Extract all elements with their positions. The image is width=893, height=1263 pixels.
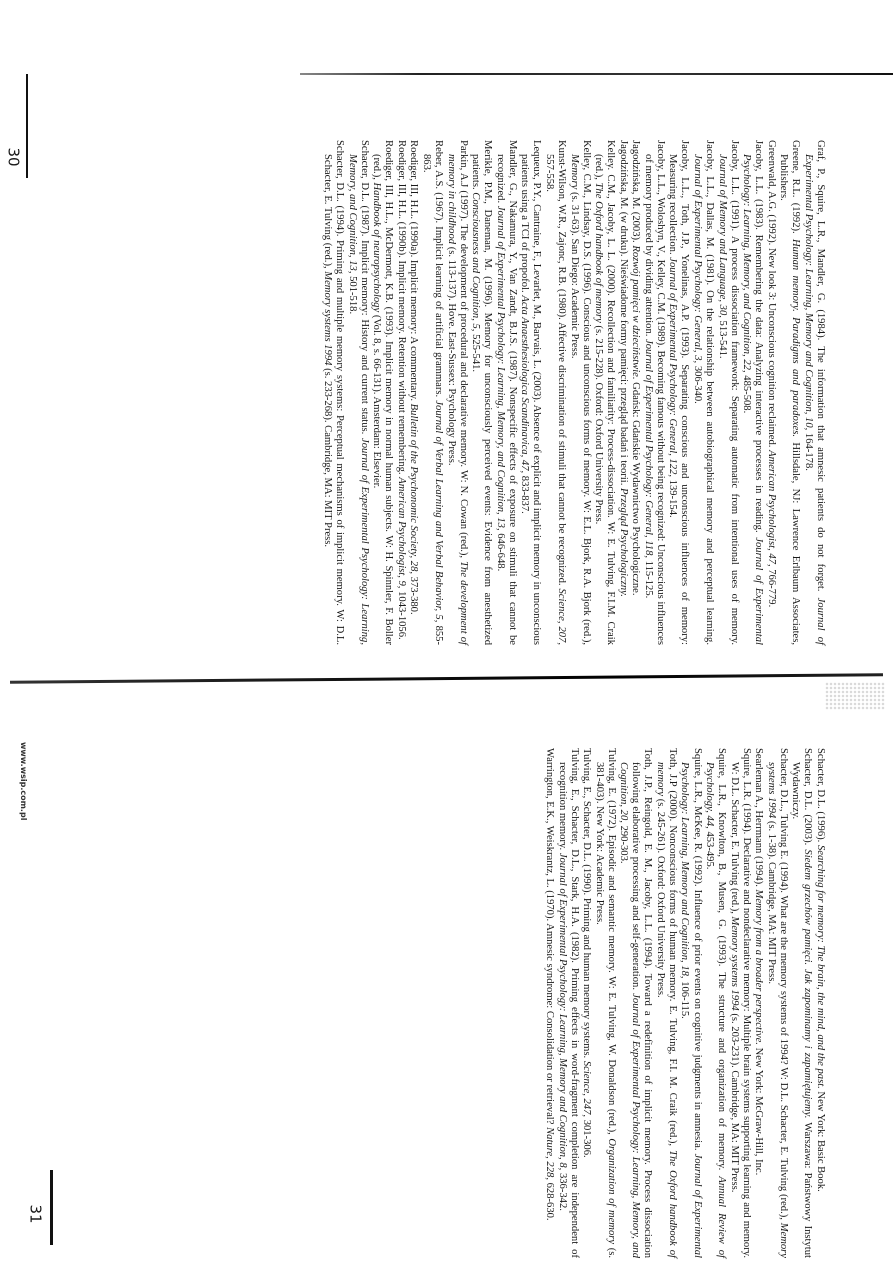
- reference-source: Nature, 228,: [543, 1127, 555, 1180]
- reference-source: Memory from a broader perspective.: [753, 889, 765, 1045]
- reference-source: Annual Review of Psychology, 44,: [704, 762, 728, 1258]
- reference-pages: (s. 215-228). Oxford: Oxford University Press.: [593, 322, 605, 525]
- reference-text: Jacoby, L.L. (1991). A process dissociation framework: Separating automatic from intentional uses of memory.: [728, 140, 740, 645]
- reference-pages: New York: Basic Book.: [815, 1088, 826, 1192]
- reference-entry: [789, 748, 813, 1258]
- reference-source: Human memory. Paradigms and paradoxes.: [790, 239, 802, 437]
- reference-entry: [543, 748, 555, 1258]
- references-page-31: [542, 748, 826, 1258]
- reference-source: The development of memory in childhood: [445, 154, 469, 645]
- reference-text: Tulving, E., Schacter, D.L., Stark, H.A. (1982). Priming effects in word-fragment completion are independent of recognition memory.: [556, 748, 580, 1258]
- reference-text: Roediger, III, H.L. (1990b). Implicit memory. Retention without remembering.: [395, 140, 407, 478]
- reference-source: Journal of Experimental Psychology: General, 122,: [667, 257, 679, 478]
- reference-text: Jacoby, L.L., Toth, J.P., Yonelinas, A.P. (1993). Separating conscious and unconscious influences of memory: Measuring recollection.: [667, 140, 691, 645]
- reference-source: Consciousness and Cognition, 5,: [470, 192, 482, 332]
- reference-entry: [469, 140, 493, 645]
- reference-text: Schacter, D.L. (1987). Implicit memory: History and current status.: [358, 140, 370, 439]
- reference-pages: 164-178.: [802, 430, 814, 471]
- reference-source: American Psychologist, 9,: [395, 477, 407, 589]
- reference-pages: 115-125.: [642, 558, 654, 599]
- reference-entry: [617, 748, 653, 1258]
- reference-source: Memory: [568, 154, 580, 190]
- reference-entry: [568, 140, 592, 645]
- reference-text: Roediger, III, H.L. (1990a). Implicit memory: A commentary.: [408, 140, 420, 404]
- page-number-bar-30: [26, 74, 28, 178]
- reference-pages: 306-340.: [692, 363, 704, 404]
- reference-pages: (s. 31-63). San Diego: Academic Press.: [568, 189, 580, 359]
- top-scan-rule: [300, 73, 893, 75]
- reference-pages: (Vol. 8, s. 66-131). Amsterdam: Elsevier.: [371, 312, 383, 489]
- reference-text: Parkin, A.J (1997). The development of procedural and declarative memory. W: N. Cowan (red.),: [457, 140, 469, 562]
- reference-source: Organization of memory: [605, 1138, 617, 1245]
- reference-entry: [395, 140, 407, 645]
- reference-text: Reber, A.S. (1967). Implicit learning of artificial grammars.: [433, 140, 445, 401]
- reference-text: Roediger, III, H.L., McDermott, K.B. (1993). Implicit memory in normal human subjects. W: H. Spinnler, F. Boller (red.),: [371, 140, 395, 645]
- reference-text: Kelley. C.M., Jacoby, L. L. (2000). Recollection and familiarity: Process-dissociation. W: E. Tulving, F.I.M. Craik (red.),: [593, 140, 617, 645]
- reference-entry: [543, 140, 567, 645]
- reference-source: American Psychologist, 47,: [765, 450, 777, 567]
- reference-source: Journal of Experimental Psychology: Learning, Memory, and Cognition, 13,: [494, 205, 506, 531]
- reference-entry: [494, 140, 518, 645]
- reference-source: Journal of Experimental Psychology: Learning, Memory and Cognition, 8,: [556, 852, 568, 1171]
- reference-entry: [814, 748, 826, 1258]
- reference-pages: 336-342.: [556, 1170, 568, 1211]
- reference-text: Jagodzińska, M. (2003).: [630, 140, 642, 246]
- reference-pages: 373-380.: [408, 574, 420, 615]
- reference-entry: [642, 140, 666, 645]
- reference-entry: [740, 140, 764, 645]
- reference-entry: [666, 140, 690, 645]
- reference-source: Rozwój pamięci w dzieciństwie.: [630, 245, 642, 380]
- reference-source: Bulletin of the Psychonomic Society, 28,: [408, 403, 420, 575]
- reference-pages: 301-306.: [581, 1117, 593, 1158]
- reference-pages: New York: McGraw-Hill, Inc.: [753, 1044, 765, 1176]
- reference-pages: 485-508.: [741, 372, 753, 414]
- reference-pages: 106-115.: [679, 978, 691, 1019]
- reference-text: Schacter, D.L. (1994). Priming and multiple memory systems: Perceptual mechanisms of implicit memory. W: D.L. Schacter, E. Tulving (red.),: [322, 140, 346, 645]
- reference-pages: 290-303.: [618, 822, 630, 864]
- reference-pages: (s. 203-231). Cambridge, MA: MIT Press.: [728, 1010, 740, 1193]
- publisher-url: www.wsip.com.pl: [19, 742, 28, 821]
- page-number-bar-31: [50, 1170, 53, 1245]
- reference-text: Searleman A., Herrmann (1994).: [753, 748, 765, 890]
- reference-pages: 513-541.: [716, 317, 728, 359]
- reference-pages: 855-863.: [421, 154, 445, 645]
- reference-text: Squire, L.R., McKee, R. (1992). Influence of prior events on cognitive judgments in amnesia.: [691, 748, 703, 1154]
- reference-entry: [346, 140, 370, 645]
- reference-entry: [691, 140, 715, 645]
- reference-source: Journal of Experimental Psychology: Learning, Memory and Cognition, 10,: [802, 154, 826, 645]
- reference-source: The Oxford handbook of memory: [593, 182, 605, 323]
- page-number-30: 30: [4, 147, 23, 167]
- reference-source: The Oxford handbook of memory: [654, 762, 678, 1258]
- reference-text: Squire, L.R., Knowlton, B., Musen, G. (1993). The structure and organization of memory.: [716, 748, 728, 1177]
- reference-entry: [593, 748, 617, 1258]
- reference-source: Journal of Memory and Language, 30,: [716, 154, 728, 318]
- reference-text: Greene, R.L. (1992).: [790, 140, 802, 240]
- reference-text: Schacter, D.L., Tulving E. (1994). What are the memory systems of 1994? W: D.L. Schacter, E. Tulving (red.),: [777, 748, 789, 1223]
- reference-entry: [370, 140, 394, 645]
- reference-entry: [555, 748, 579, 1258]
- reference-pages: 453-495.: [704, 828, 716, 870]
- reference-text: Toth, J.P., Reingold, E. M., Jacoby, L.L. (1994). Toward a redefinition of implicit memory. Process dissociation following elaborative processing and self-generation.: [630, 748, 654, 1258]
- reference-pages: (s. 381-403). New York: Academic Press.: [593, 762, 617, 1259]
- reference-source: Journal of Experimental Psychology: General, 3,: [692, 154, 704, 364]
- references-page-30: [321, 140, 826, 645]
- reference-entry: [518, 140, 542, 645]
- reference-entry: [802, 140, 826, 645]
- reference-text: Jacoby, L.L., Dallas, M. (1981). On the relationship between autobiographical memory and perceptual learning.: [704, 140, 716, 645]
- reference-pages: 646-648.: [494, 530, 506, 572]
- reference-text: Merikle, P.M., Daneman, M. (1996). Memory for unconsciously perceived events: Evidence from anesthetized patients.: [470, 140, 494, 645]
- reference-source: Handbook of neuropsychology: [371, 182, 383, 313]
- reference-pages: 766-779.: [765, 566, 777, 608]
- reference-entry: [420, 140, 444, 645]
- reference-entry: [445, 140, 469, 645]
- reference-pages: 525-541.: [470, 331, 482, 373]
- reference-pages: 557-558.: [543, 154, 555, 192]
- reference-entry: [728, 748, 752, 1258]
- reference-entry: [321, 140, 345, 645]
- reference-pages: Warszawa: Państwowy Instytut Wydawniczy.: [790, 762, 814, 1258]
- reference-entry: [703, 748, 727, 1258]
- reference-entry: [580, 748, 592, 1258]
- reference-entry: [777, 140, 801, 645]
- reference-pages: (s. 233-268). Cambridge, MA: MIT Press.: [322, 365, 334, 548]
- reference-entry: [716, 140, 740, 645]
- reference-text: Schacter, D.L. (2003).: [802, 748, 814, 850]
- reference-entry: [654, 748, 678, 1258]
- page-divider-rule: [10, 673, 883, 684]
- reference-source: Memory systems 1994: [728, 916, 740, 1011]
- reference-entry: [592, 140, 616, 645]
- reference-text: Warrington, E.K., Weiskrantz, L. (1970). Amnesic syndrome: Consolidation or retrieval?: [543, 748, 555, 1128]
- reference-pages: 628-630.: [543, 1179, 555, 1221]
- reference-text: Tulving, E. (1972). Episodic and semantic memory. W: E. Tulving, W. Donaldson (red.),: [605, 748, 617, 1139]
- reference-source: Journal of Experimental Psychology: Learning, Memory, and Cognition, 22,: [741, 154, 765, 645]
- reference-source: Journal of Experimental Psychology: General, 118,: [642, 339, 654, 559]
- reference-pages: Hillsdale, NJ: Lawrence Erlbaum Associates, Publishers.: [778, 154, 802, 645]
- reference-source: Acta Anaesthesiologica Scandinavica, 47,: [519, 295, 531, 474]
- reference-entry: [752, 748, 764, 1258]
- reference-source: Memory systems 1994: [765, 762, 789, 1258]
- reference-entry: [407, 140, 419, 645]
- reference-pages: (s. 1-38). Cambridge, MA: MIT Press.: [765, 818, 777, 984]
- reference-pages: Gdańsk: Gdańskie Wydawnictwo Psychologiczne.: [630, 379, 642, 596]
- reference-text: Kelley, C.M., Lindsay, D.S. (1996). Conscious and unconscious forms of memory. W: E.L. Bjork, R.A. Bjork (red.),: [580, 140, 592, 645]
- reference-source: Science, 207,: [556, 588, 568, 645]
- reference-pages: 1043-1056.: [395, 588, 407, 640]
- reference-source: Siedem grzechów pamięci. Jak zapominamy i zapamiętujemy.: [802, 849, 814, 1119]
- scan-noise: [825, 682, 885, 710]
- reference-pages: 833-837.: [519, 473, 531, 514]
- reference-text: Squire, L.R. (1994). Declarative and nondeclarative memory: Multiple brain systems supporting learning and memory. W: D.L. Schacter, E. Tulving (red.),: [728, 748, 752, 1258]
- reference-entry: [617, 140, 629, 645]
- reference-text: Greenwald, A.G. (1992). New look 3: Unconscious cognition reclaimed.: [765, 140, 777, 451]
- reference-text: Toth, J.P (2000). Nonconscious forms of human memory. E. Tulving, F.I. M. Craik (red.),: [666, 748, 678, 1151]
- reference-text: Jagodzińska, M. (w druku). Nieświadome formy pamięci: przegląd badań i teorii.: [617, 140, 629, 489]
- reference-pages: (s. 113-137). Hove. East-Sussex: Psychology Press.: [445, 244, 457, 466]
- reference-entry: [765, 748, 789, 1258]
- reference-entry: [629, 140, 641, 645]
- reference-text: Tulving, E., Schacter, D.L. (1990). Priming and human memory systems.: [581, 748, 593, 1061]
- reference-entry: [678, 748, 702, 1258]
- reference-text: Mandler, G., Nakamura, Y., Van Zandt, B.J.S. (1987). Nonspecific effects of exposure on stimuli that cannot be recognized.: [494, 140, 518, 645]
- reference-source: Science, 247,: [581, 1060, 593, 1118]
- reference-text: Jacoby, L.L. (1983). Remembering the data: Analyzing interactive processes in reading.: [753, 140, 765, 538]
- reference-pages: (s. 245-261). Oxford: Oxford University Press.: [654, 796, 666, 998]
- reference-text: Jacoby, L.L., Woloshyn, V., Kelley, C.M. (1989). Becoming famous without being recognized: Unconscious influences of memory produced by dividing attention.: [642, 140, 666, 645]
- page-number-31: 31: [26, 1204, 45, 1224]
- reference-source: Przegląd Psychologiczny.: [617, 488, 629, 597]
- reference-text: Lequeux, P.Y., Cantraine, F., Levarlet, M., Barvais, L. (2003). Absence of explicit and implicit memory in unconscious patients using a TCI of propofol.: [519, 140, 543, 645]
- reference-entry: [765, 140, 777, 645]
- reference-source: Memory systems 1994: [322, 271, 334, 366]
- reference-source: Journal of Experimental Psychology: Learning, Memory, and Cognition, 20,: [618, 762, 642, 1259]
- reference-source: Journal of Experimental Psychology: Learning, Memory, and Cognition, 13,: [346, 154, 370, 645]
- reference-text: Graf, P., Squire, L.R., Mandler, G. (1984). The information that amnesic patients do not forget.: [815, 140, 826, 598]
- reference-source: Journal of Verbal Learning and Verbal Behavior, 5,: [433, 400, 445, 623]
- reference-pages: 501-518.: [346, 273, 358, 315]
- reference-source: Journal of Experimental Psychology: Learning, Memory and Cognition, 18,: [679, 762, 703, 1258]
- reference-text: Schacter, D.L. (1996).: [815, 748, 826, 845]
- reference-pages: 139-154.: [667, 477, 679, 518]
- reference-source: Searching for memory: The brain, the mind, and the past.: [815, 844, 826, 1089]
- reference-text: Kunst-Wilson, W.R., Zajonc, R.B. (1980). Affective discrimination of stimuli that cannot be recognized.: [556, 140, 568, 589]
